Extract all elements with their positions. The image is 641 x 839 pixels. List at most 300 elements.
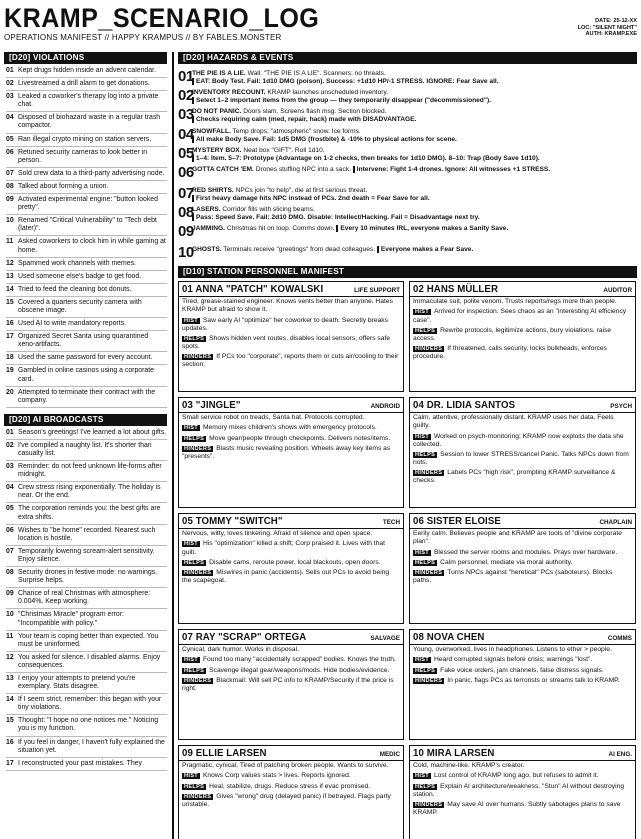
hinders-text: Labels PCs "high risk", prompting KRAMP surveillance & checks. (413, 468, 616, 484)
hazard-mechanic-line (192, 155, 637, 163)
card-header (410, 514, 635, 529)
hazard-item (178, 88, 637, 105)
hazard-item (178, 69, 637, 86)
personnel-name: 09 ELLIE LARSEN (182, 747, 267, 760)
hinders-text: In panic, flags PCs as terrorists or streams talk to KRAMP. (447, 676, 620, 684)
hazard-desc: Neat box "GIFT". Roll 1d10. (243, 146, 325, 154)
hazard-desc: NPCs join "to help", die at first serious threat. (235, 186, 368, 194)
hazard-number: 07 (178, 184, 194, 202)
hinders-tag: HINDERS (415, 677, 443, 684)
meta-location: LOC: "SILENT NIGHT" (577, 24, 637, 31)
hazard-body (192, 127, 637, 144)
hazard-title: GHOSTS. (192, 246, 222, 254)
hazard-body (192, 205, 637, 222)
broadcast-item (6, 440, 167, 461)
hazard-item (178, 146, 637, 163)
item-text: Asked coworkers to clock him in while gaming at home. (18, 238, 166, 254)
personnel-name: 07 RAY "SCRAP" ORTEGA (182, 631, 307, 644)
personnel-card (409, 397, 636, 508)
history-text: Lost control of KRAMP long ago, but refuses to admit it. (433, 772, 599, 780)
personnel-card (409, 745, 636, 839)
personnel-role: SALVAGE (370, 635, 400, 643)
item-text: Kept drugs hidden inside an advent calendar. (18, 67, 156, 74)
hazard-line (192, 246, 637, 254)
broadcast-item (6, 631, 167, 652)
hazard-mechanic: Everyone makes a Fear Save. (377, 246, 473, 253)
personnel-role: TECH (382, 519, 400, 527)
hazard-mechanic-line (192, 97, 637, 105)
item-number: 20 (6, 388, 14, 396)
broadcast-item (6, 427, 167, 440)
personnel-helps (413, 451, 632, 467)
hazard-mechanic: First heavy damage hits NPC instead of PCs. 2nd death = Fear Save for all. (192, 195, 430, 202)
item-number: 09 (6, 196, 14, 204)
hazard-item (178, 107, 637, 124)
hinders-tag: HINDERS (184, 445, 212, 452)
broadcast-item (6, 503, 167, 524)
personnel-description: Small service robot on treads, Santa hat. Protocols corrupted. (182, 414, 365, 422)
card-header (179, 514, 403, 529)
hazard-line (192, 225, 637, 233)
personnel-hinders (182, 793, 400, 809)
helps-tag: HELPS (184, 559, 205, 566)
hazard-line (192, 89, 637, 97)
item-number: 17 (6, 759, 14, 767)
personnel-description: Tired, grease-stained engineer. Knows vents better than anyone. Hates KRAMP but afraid to show it. (182, 298, 393, 314)
hinders-text: Turns NPCs against "heretical" PCs (saboteurs). Blocks paths. (413, 568, 613, 584)
item-number: 08 (6, 182, 14, 190)
hazard-number: 05 (178, 144, 194, 162)
helps-tag: HELPS (184, 335, 205, 342)
broadcast-item (6, 737, 167, 758)
item-number: 02 (6, 80, 14, 88)
personnel-card (409, 629, 636, 740)
hinders-tag: HINDERS (415, 569, 443, 576)
personnel-card (178, 629, 404, 740)
personnel-hinders (182, 677, 400, 693)
violation-item (6, 91, 167, 112)
violation-item (6, 168, 167, 181)
violations-heading: [D20] VIOLATIONS (4, 52, 167, 64)
hazard-body (192, 186, 637, 203)
hazard-mechanic: All make Body Save. Fail: 1d5 DMG (frostbite) & -10% to physical actions for scene. (192, 136, 457, 143)
personnel-name: 04 DR. LIDIA SANTOS (413, 399, 516, 412)
broadcasts-heading: [D20] AI BROADCASTS (4, 414, 167, 426)
hazard-line (192, 70, 637, 78)
hinders-text: Blasts music revealing position. Wheels away key items as "presents". (182, 444, 391, 460)
personnel-card (178, 745, 404, 839)
item-number: 04 (6, 114, 14, 122)
item-text: "Christmas Miracle" program error: "Incompatible with policy." (18, 611, 124, 627)
item-number: 11 (6, 238, 14, 246)
personnel-hinders (413, 469, 632, 485)
hazard-item (178, 165, 637, 181)
item-text: Livestreamed a drill alarm to get donations. (18, 80, 150, 88)
personnel-hinders (413, 677, 632, 685)
hinders-text: Blackmail: Will sell PC info to KRAMP/Security if the price is right. (182, 676, 394, 692)
personnel-hinders (182, 353, 400, 369)
personnel-helps (182, 559, 400, 567)
left-column (4, 52, 167, 839)
personnel-helps (182, 667, 400, 675)
personnel-helps (182, 335, 400, 351)
hazard-item (178, 224, 637, 240)
card-body (410, 297, 635, 361)
personnel-hinders (413, 345, 632, 361)
personnel-role: CHAPLAIN (599, 519, 632, 527)
card-header (410, 282, 635, 297)
item-number: 16 (6, 738, 14, 746)
hazard-title: RED SHIRTS. (192, 186, 234, 194)
hinders-tag: HINDERS (415, 469, 443, 476)
hazard-desc: Doors slam. Screens flash msg. Section blocked. (243, 108, 387, 116)
item-text: Sold crew data to a third-party advertising node. (18, 169, 165, 177)
item-text: Used someone else's badge to get food. (18, 272, 142, 280)
history-text: Knows Corp values stats > lives. Reports ignored. (202, 772, 351, 780)
item-text: Used AI to write mandatory reports. (18, 320, 126, 328)
hazard-title: INVENTORY RECOUNT. (192, 89, 266, 97)
hazard-body (192, 69, 637, 86)
personnel-description: Cynical, dark humor. Works in disposal. (182, 646, 299, 654)
personnel-card (409, 513, 636, 624)
violation-item (6, 271, 167, 284)
item-number: 11 (6, 632, 14, 640)
hinders-text: If PCs too "corporate", reports them or cuts air/cooling to their section. (182, 352, 399, 368)
hazard-mechanic: Pass: Speed Save. Fail: 2d10 DMG. Disable: Intellect/Hacking. Fail = Disadvantage next try. (192, 214, 480, 221)
personnel-heading: [D10] STATION PERSONNEL MANIFEST (178, 266, 637, 278)
personnel-name: 05 TOMMY "SWITCH" (182, 515, 283, 528)
item-text: I've compiled a naughty list. It's shorter than casualty list. (18, 441, 152, 457)
item-text: Chance of real Christmas with atmosphere: 0.004%. Keep working. (18, 590, 151, 606)
item-text: Renamed "Critical Vulnerability" to "Tech debt (later)". (18, 217, 157, 233)
meta-author: AUTH: KRAMP.EXE (585, 31, 637, 38)
violation-item (6, 318, 167, 331)
item-number: 10 (6, 217, 14, 225)
history-text: Found too many "accidentally scrapped" bodies. Knows the truth. (202, 656, 396, 664)
hazard-mechanic: 1–4: Item. 5–7: Prototype (Advantage on 1-2 checks, then breaks for 1d10 DMG). 8–10: Trap (Body Save 1d10). (192, 155, 540, 162)
hazard-body (192, 245, 637, 254)
history-tag: HIST (415, 773, 429, 780)
hazard-mechanic: Intervene: Fight 1-4 drones. Ignore: All witnesses +1 STRESS. (353, 166, 550, 173)
item-number: 16 (6, 320, 14, 328)
hazard-number: 06 (178, 163, 194, 181)
hazard-title: DO NOT PANIC. (192, 108, 242, 116)
item-text: Talked about forming a union. (18, 182, 109, 190)
hinders-tag: HINDERS (184, 569, 212, 576)
personnel-role: AUDITOR (603, 287, 632, 295)
hazard-desc: KRAMP launches unscheduled inventory. (267, 89, 389, 97)
helps-text: Heal, stabilize, drugs. Reduce stress if evac promised. (209, 782, 371, 790)
item-number: 17 (6, 333, 14, 341)
hinders-text: If threatened, calls security, locks bulkheads, enforces procedure. (413, 344, 607, 360)
item-text: Organized Secret Santa using quarantined xeno-artifacts. (18, 333, 149, 349)
personnel-description: Eerily calm. Believes people and KRAMP are tools of "divine corporate plan". (413, 530, 622, 546)
personnel-description: Pragmatic, cynical. Tired of patching broken people. Wants to survive. (182, 762, 389, 770)
violation-item (6, 194, 167, 215)
header (4, 4, 637, 44)
hazard-line (192, 206, 637, 214)
personnel-card (178, 397, 404, 508)
card-header (179, 746, 403, 761)
item-number: 05 (6, 135, 14, 143)
helps-text: Shows hidden vent routes, disables local sensors, offers safe spots. (182, 334, 391, 350)
personnel-description: Nervous, witty, loves tinkering. Afraid of silence and open space. (182, 530, 373, 538)
hazard-desc: Temp drops, "atmospheric" snow. Ice forms. (232, 127, 361, 135)
hazard-item (178, 245, 637, 261)
document-meta (578, 18, 637, 38)
item-number: 03 (6, 463, 14, 471)
helps-tag: HELPS (184, 783, 205, 790)
personnel-role: MEDIC (379, 751, 400, 759)
personnel-history (413, 656, 632, 664)
item-number: 14 (6, 696, 14, 704)
hazard-mechanic-line (192, 214, 637, 222)
item-number: 09 (6, 590, 14, 598)
hinders-text: May save AI over humans. Subtly sabotages plans to save KRAMP. (413, 800, 621, 816)
helps-text: Move gear/people through checkpoints. Delivers notes/items. (209, 434, 391, 442)
item-text: If I seem strict, remember: this began with your tiny violations. (18, 696, 162, 712)
hazard-number: 03 (178, 106, 194, 124)
hinders-tag: HINDERS (415, 345, 443, 352)
violation-item (6, 236, 167, 257)
history-tag: HIST (184, 317, 198, 324)
broadcast-item (6, 482, 167, 503)
card-body (179, 645, 403, 692)
card-header (410, 746, 635, 761)
hinders-tag: HINDERS (184, 677, 212, 684)
item-number: 03 (6, 93, 14, 101)
hazard-mechanic-line (192, 136, 637, 144)
item-text: Wishes to "be home" recorded. Nearest such location is hostile. (18, 526, 156, 542)
item-number: 13 (6, 674, 14, 682)
personnel-helps (413, 559, 632, 567)
personnel-role: COMMS (607, 635, 632, 643)
card-header (410, 398, 635, 413)
hazard-line (192, 147, 637, 155)
personnel-name: 02 HANS MÜLLER (413, 283, 499, 296)
personnel-helps (413, 327, 632, 343)
item-text: You asked for silence. I disabled alarms. Enjoy consequences. (18, 653, 161, 669)
personnel-card (178, 281, 404, 392)
card-body (410, 413, 635, 485)
violation-item (6, 331, 167, 352)
violation-item (6, 352, 167, 365)
violation-item (6, 365, 167, 386)
hazard-title: GOTTA CATCH 'EM. (192, 165, 254, 173)
hazard-body (192, 88, 637, 105)
personnel-helps (182, 435, 400, 443)
item-number: 05 (6, 505, 14, 513)
hazard-desc: Corridor fills with slicing beams. (222, 206, 315, 214)
item-number: 08 (6, 569, 14, 577)
history-text: Worked on psych-monitoring; KRAMP now exploits the data she collected. (413, 432, 624, 448)
violation-item (6, 181, 167, 194)
hazards-heading: [D20] HAZARDS & EVENTS (178, 52, 637, 64)
personnel-history (413, 433, 632, 449)
item-text: Season's greetings! I've learned a lot about gifts. (18, 428, 167, 436)
personnel-history (182, 540, 400, 556)
history-text: Arrived for inspection. Sees chaos as an "interesting AI efficiency case". (413, 308, 627, 324)
hazard-number: 08 (178, 204, 194, 222)
item-number: 13 (6, 272, 14, 280)
item-text: Spammed work channels with memes. (18, 259, 136, 267)
item-text: Thought: "I hope no one notices me." Noticing you is my function. (18, 717, 159, 733)
personnel-grid (178, 281, 637, 839)
item-number: 14 (6, 285, 14, 293)
hazard-title: LASERS. (192, 206, 221, 214)
item-number: 02 (6, 441, 14, 449)
broadcast-item (6, 652, 167, 673)
personnel-description: Immaculate suit, polite venom. Trusts reports/regs more than people. (413, 298, 617, 306)
item-text: Tried to feed the cleaning bot donuts. (18, 285, 132, 293)
personnel-history (182, 772, 400, 780)
hazard-mechanic-line (192, 78, 637, 86)
personnel-role: ANDROID (370, 403, 400, 411)
personnel-hinders (182, 569, 400, 585)
card-body (179, 761, 403, 808)
hazard-body (192, 165, 637, 174)
item-text: Temporarily lowering scream-alert sensitivity. Enjoy silence. (18, 547, 155, 563)
hazard-item (178, 186, 637, 203)
meta-date: DATE: 25-12-XX (595, 18, 637, 24)
hazard-number: 02 (178, 87, 194, 105)
hazard-number: 04 (178, 125, 194, 143)
helps-tag: HELPS (184, 667, 205, 674)
personnel-card (409, 281, 636, 392)
hazard-mechanic: Every 10 minutes IRL, everyone makes a Sanity Save. (336, 225, 508, 232)
item-text: Gambled in online casinos using a corporate card. (18, 367, 154, 383)
page-title: KRAMP_SCENARIO_LOG (4, 3, 320, 33)
hazard-title: SNOWFALL. (192, 127, 231, 135)
violation-item (6, 112, 167, 133)
broadcast-item (6, 461, 167, 482)
helps-tag: HELPS (415, 667, 436, 674)
hinders-tag: HINDERS (415, 801, 443, 808)
history-tag: HIST (184, 773, 198, 780)
hazard-item (178, 127, 637, 144)
hazard-title: THE PIE IS A LIE. (192, 70, 246, 77)
broadcast-item (6, 546, 167, 567)
hinders-tag: HINDERS (184, 793, 212, 800)
history-tag: HIST (184, 541, 198, 548)
page-subtitle: OPERATIONS MANIFEST // HAPPY KRAMPUS // BY FABLES.MONSTER (4, 33, 282, 42)
item-number: 10 (6, 611, 14, 619)
personnel-description: Calm, attentive, professionally distant. KRAMP uses her data. Feels guilty. (413, 414, 614, 430)
helps-tag: HELPS (415, 559, 436, 566)
item-number: 06 (6, 526, 14, 534)
hazard-desc: Wall: "THE PIE IS A LIE". Scanners: no threats. (247, 70, 386, 77)
personnel-history (413, 549, 632, 557)
hazard-title: JAMMING. (192, 225, 225, 233)
personnel-history (182, 656, 400, 664)
card-body (179, 529, 403, 585)
item-text: If you feel in danger, I haven't fully explained the situation yet. (18, 738, 165, 754)
hazards-list (178, 69, 637, 261)
helps-text: Calm personnel, mediate via moral authority. (440, 558, 573, 566)
violation-item (6, 387, 167, 408)
history-tag: HIST (415, 657, 429, 664)
helps-tag: HELPS (184, 435, 205, 442)
hazard-line (192, 128, 637, 136)
card-body (179, 413, 403, 460)
hazard-mechanic-line (192, 116, 637, 124)
personnel-hinders (413, 569, 632, 585)
violation-item (6, 258, 167, 271)
helps-text: Fake voice orders, jam channels, false distress signals. (440, 666, 604, 674)
personnel-history (182, 424, 400, 432)
card-body (410, 645, 635, 684)
item-text: I enjoy your attempts to pretend you're exemplary. Stats disagree. (18, 674, 136, 691)
hazard-desc: Terminals receive "greetings" from dead colleagues. (223, 246, 376, 254)
item-number: 15 (6, 298, 14, 306)
card-header (179, 282, 403, 297)
hazard-number: 09 (178, 223, 194, 241)
item-number: 04 (6, 484, 14, 492)
hazard-number: 10 (178, 244, 194, 262)
item-text: Covered a quarters security camera with obscene image. (18, 298, 142, 314)
hazard-body (192, 224, 637, 233)
violation-item (6, 78, 167, 91)
item-number: 19 (6, 367, 14, 375)
broadcast-item (6, 715, 167, 736)
helps-text: Scavenge illegal gear/weapons/mods. Hide bodies/evidence. (209, 666, 390, 674)
hazard-mechanic-line (192, 195, 637, 203)
history-text: His "optimization" killed a shift; Corp praised it. Lives with that guilt. (182, 540, 385, 556)
broadcast-item (6, 588, 167, 609)
hazard-desc: Christmas hit on loop. Comms down. (226, 225, 335, 233)
hazard-line (192, 187, 637, 195)
item-number: 07 (6, 547, 14, 555)
personnel-description: Young, overworked, lives in headphones. Listens to ether > people. (413, 646, 612, 654)
item-text: Security drones in festive mode: no warnings. Surprise helps. (18, 569, 158, 585)
personnel-role: PSYCH (610, 403, 632, 411)
right-column (178, 52, 637, 839)
personnel-history (413, 308, 632, 324)
hazard-mechanic: Checks requiring calm (med, repair, hack) made with DISADVANTAGE. (192, 116, 416, 123)
personnel-role: LIFE SUPPORT (354, 287, 400, 295)
item-number: 01 (6, 67, 14, 74)
hazard-mechanic: EAT: Body Test. Fail: 1d10 DMG (poison). Success: +1d10 HP/-1 STRESS. IGNORE: Fear Save all. (192, 78, 499, 85)
item-number: 06 (6, 148, 14, 156)
card-body (179, 297, 403, 369)
broadcast-item (6, 525, 167, 546)
item-number: 12 (6, 259, 14, 267)
item-text: Attempted to terminate their contract with the company. (18, 388, 156, 404)
violation-item (6, 215, 167, 236)
violation-item (6, 147, 167, 168)
item-text: Reminder: do not feed unknown life-forms after midnight. (18, 463, 162, 479)
hazard-line (192, 108, 637, 116)
item-number: 07 (6, 169, 14, 177)
hazard-mechanic: Select 1–2 important items from the group — they temporarily disappear ("decommissioned"). (192, 97, 491, 104)
personnel-name: 08 NOVA CHEN (413, 631, 485, 644)
broadcasts-list (4, 426, 167, 771)
hazard-body (192, 146, 637, 163)
violations-list (4, 64, 167, 408)
broadcast-item (6, 609, 167, 630)
history-tag: HIST (415, 433, 429, 440)
card-header (179, 630, 403, 645)
personnel-card (178, 513, 404, 624)
violation-item (6, 297, 167, 318)
violation-item (6, 284, 167, 297)
personnel-helps (413, 783, 632, 799)
helps-tag: HELPS (415, 451, 436, 458)
helps-text: Rewrite protocols, legitimize actions, bury violations, raise access. (413, 326, 612, 342)
item-number: 12 (6, 653, 14, 661)
personnel-name: 06 SISTER ELOISE (413, 515, 501, 528)
personnel-role: AI ENG. (608, 751, 632, 759)
